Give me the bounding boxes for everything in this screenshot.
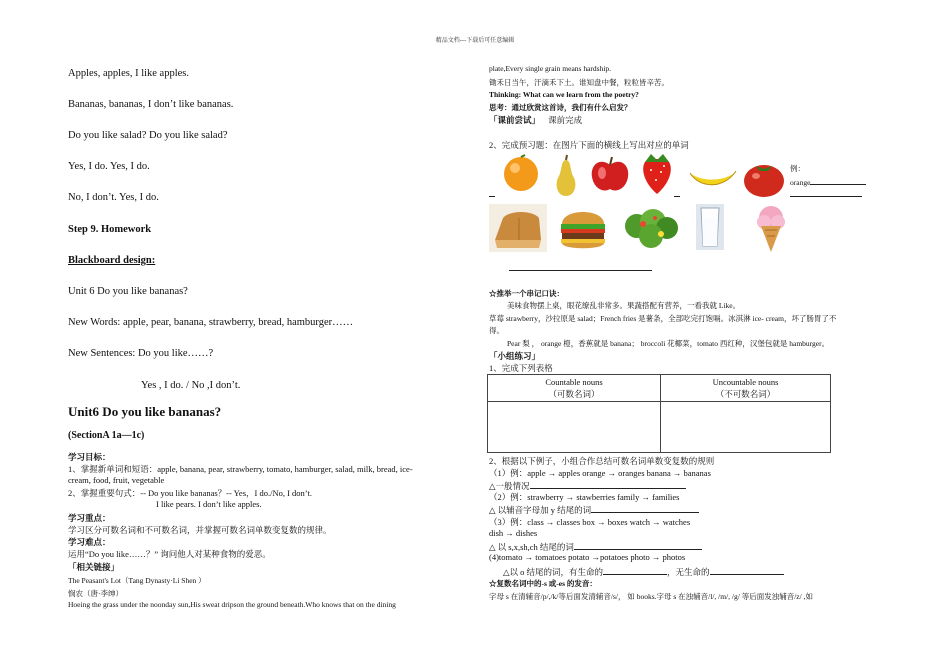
uncountable-header-en: Uncountable nouns xyxy=(712,377,779,387)
salad-image xyxy=(617,204,687,252)
uncountable-answer-cell[interactable] xyxy=(661,402,831,453)
step9-heading: Step 9. Homework xyxy=(68,224,152,235)
chant-line-3: Do you like salad? Do you like salad? xyxy=(68,130,228,141)
pear-image xyxy=(552,154,580,198)
rule-4 xyxy=(503,565,784,578)
banana-icon xyxy=(688,163,738,193)
poem-english-cont: plate,Every single grain means hardship. xyxy=(489,64,612,73)
rule-2-label: △ 以辅音字母加 y 结尾的词 xyxy=(489,505,592,515)
countable-header xyxy=(488,375,661,402)
pre-class-try xyxy=(489,114,582,126)
rule-1-label: △一般情况 xyxy=(489,481,530,491)
key-heading: 学习重点： xyxy=(68,513,111,523)
group-practice-heading: 「小组练习」 xyxy=(489,351,541,361)
goal-2a: 2、掌握重要句式：-- Do you like bananas？-- Yes，I do./No, I don’t. xyxy=(68,488,312,498)
bread-icon xyxy=(489,204,547,252)
thinking-cn: 思考：通过欣赏这首诗，我们有什么启发？ xyxy=(489,103,632,112)
memo-heading: ☆推举一个串记口诀： xyxy=(489,289,564,298)
pear-icon xyxy=(552,154,580,198)
section-label: (SectionA 1a—1c) xyxy=(68,430,145,441)
goals-heading: 学习目标： xyxy=(68,452,111,462)
apple-icon xyxy=(588,155,632,195)
pronunciation-heading: ☆复数名词中的-s 或-es 的发音： xyxy=(489,579,597,588)
tomato-icon xyxy=(742,160,786,198)
countable-header-en: Countable nouns xyxy=(545,377,603,387)
example-2: （2）例：strawberry → stawberries family → families xyxy=(489,492,680,502)
board-answers: Yes , I do. / No ,I don’t. xyxy=(141,380,241,391)
memo-line-4: Pear 梨 ， orange 橙，香蕉就是 banana； broccoli 花椰菜，tomato 西红种，汉堡包就是 hamburger。 xyxy=(507,339,830,348)
try-text: 课前完成 xyxy=(548,115,583,125)
example-3b: dish → dishes xyxy=(489,528,538,538)
rule-4-blank-living[interactable] xyxy=(603,565,667,575)
memo-line-1: 美味食物摆上桌，眼花缭乱非常多。果蔬搭配有营养，一看我就 Like。 xyxy=(507,301,741,310)
uncountable-header xyxy=(661,375,831,402)
ice-cream-image xyxy=(753,204,789,254)
thinking-question: Thinking: What can we learn from the poetry? xyxy=(489,90,639,99)
chant-line-2: Bananas, bananas, I don’t like bananas. xyxy=(68,99,234,110)
example-label: 例： xyxy=(790,164,805,173)
board-unit: Unit 6 Do you like bananas? xyxy=(68,286,188,297)
rule-2-blank[interactable] xyxy=(591,503,699,513)
answer-line-orange[interactable] xyxy=(489,196,495,197)
poem-title: The Peasant's Lot（Tang Dynasty·Li Shen ） xyxy=(68,576,206,585)
task-1-instruction: 1、完成下列表格 xyxy=(489,363,553,373)
board-sentences: New Sentences: Do you like……? xyxy=(68,348,214,359)
task-2-instruction: 2、完成预习题：在图片下面的横线上写出对应的单词 xyxy=(489,140,689,150)
salad-icon xyxy=(617,204,687,252)
example-underline xyxy=(810,175,866,185)
poem-english: Hoeing the grass under the noonday sun,His sweat dripson the ground beneath.Who knows that on the dining xyxy=(68,600,396,609)
page-header: 精品文档---下载后可任意编辑 xyxy=(435,37,515,44)
link-heading: 「相关链接」 xyxy=(68,562,120,572)
countable-answer-cell[interactable] xyxy=(488,402,661,453)
hamburger-icon xyxy=(558,204,608,252)
memo-line-3: 得。 xyxy=(489,326,504,335)
chant-line-5: No, I don’t. Yes, I do. xyxy=(68,192,159,203)
goal-1a: 1、掌握新单词和短语：apple, banana, pear, strawberry, tomato, hamburger, salad, milk, bread, ice- xyxy=(68,464,413,474)
strawberry-image xyxy=(637,152,677,196)
unit-title: Unit6 Do you like bananas? xyxy=(68,404,222,419)
hamburger-image xyxy=(558,204,608,252)
poem-cn-title: 悯农（唐·李绅） xyxy=(68,589,123,598)
rule-4-label-b: ，无生命的 xyxy=(667,567,710,577)
banana-image xyxy=(688,163,738,193)
tomato-image xyxy=(742,160,786,198)
goal-1b: cream, food, fruit, vegetable xyxy=(68,475,165,485)
apple-image xyxy=(588,155,632,195)
rule-2 xyxy=(489,503,699,516)
board-words: New Words: apple, pear, banana, strawberry, bread, hamburger…… xyxy=(68,317,354,328)
example-3: （3）例：class → classes box → boxes watch → watches xyxy=(489,517,691,527)
answer-line-strawberry[interactable] xyxy=(674,196,680,197)
try-heading: 「课前尝试」 xyxy=(489,115,541,125)
blackboard-heading: Blackboard design: xyxy=(68,255,156,266)
goal-2b: I like pears. I don’t like apples. xyxy=(156,499,262,509)
poem-chinese: 锄禾日当午，汗滴禾下土。谁知盘中餐，粒粒皆辛苦。 xyxy=(489,78,669,87)
chant-line-1: Apples, apples, I like apples. xyxy=(68,68,190,79)
example-1: （1）例：apple → apples orange → oranges banana → bananas xyxy=(489,468,711,478)
chant-line-4: Yes, I do. Yes, I do. xyxy=(68,161,150,172)
bread-image xyxy=(489,204,547,252)
milk-image xyxy=(696,204,724,250)
difficulty-text: 运用“Do you like……？” 询问他人对某种食物的爱恶。 xyxy=(68,549,271,559)
example-4: (4)tomato → tomatoes potato →potatoes photo → photos xyxy=(489,552,686,562)
answer-line-row2[interactable] xyxy=(509,270,652,271)
orange-icon xyxy=(493,154,549,194)
task-2b-instruction: 2、根据以下例子，小组合作总结可数名词单数变复数的规则 xyxy=(489,456,715,466)
rule-3-label: △ 以 s,x,sh,ch 结尾的词 xyxy=(489,542,574,552)
uncountable-header-cn: （不可数名词） xyxy=(715,389,776,399)
example-answer xyxy=(790,175,866,187)
strawberry-icon xyxy=(637,152,677,196)
rule-3-blank[interactable] xyxy=(574,540,702,550)
orange-image xyxy=(493,154,549,194)
difficulty-heading: 学习难点： xyxy=(68,537,111,547)
rule-1-blank[interactable] xyxy=(530,479,686,489)
pronunciation-text: 字母 s 在清辅音/p/,/k/等后面发清辅音/s/， 如 books.字母 s 在浊辅音/l/, /m/, /g/ 等后面发浊辅音/z/ ,如 xyxy=(489,592,813,601)
answer-line-tomato[interactable] xyxy=(790,196,862,197)
rule-4-blank-nonliving[interactable] xyxy=(710,565,784,575)
countable-header-cn: （可数名词） xyxy=(548,389,600,399)
ice-cream-icon xyxy=(753,204,789,254)
key-text: 学习区分可数名词和不可数名词，并掌握可数名词单数变复数的规律。 xyxy=(68,525,332,535)
example-word: orange xyxy=(790,178,811,187)
nouns-table xyxy=(487,374,831,453)
rule-4-label-a: △以 o 结尾的词，有生命的 xyxy=(503,567,604,577)
milk-icon xyxy=(696,204,724,250)
memo-line-2: 草莓 strawberry，沙拉原是 salad；French fries 是薯条，全部吃完打饱嗝。冰淇淋 ice- cream，坏了肠胃了不 xyxy=(489,314,837,323)
